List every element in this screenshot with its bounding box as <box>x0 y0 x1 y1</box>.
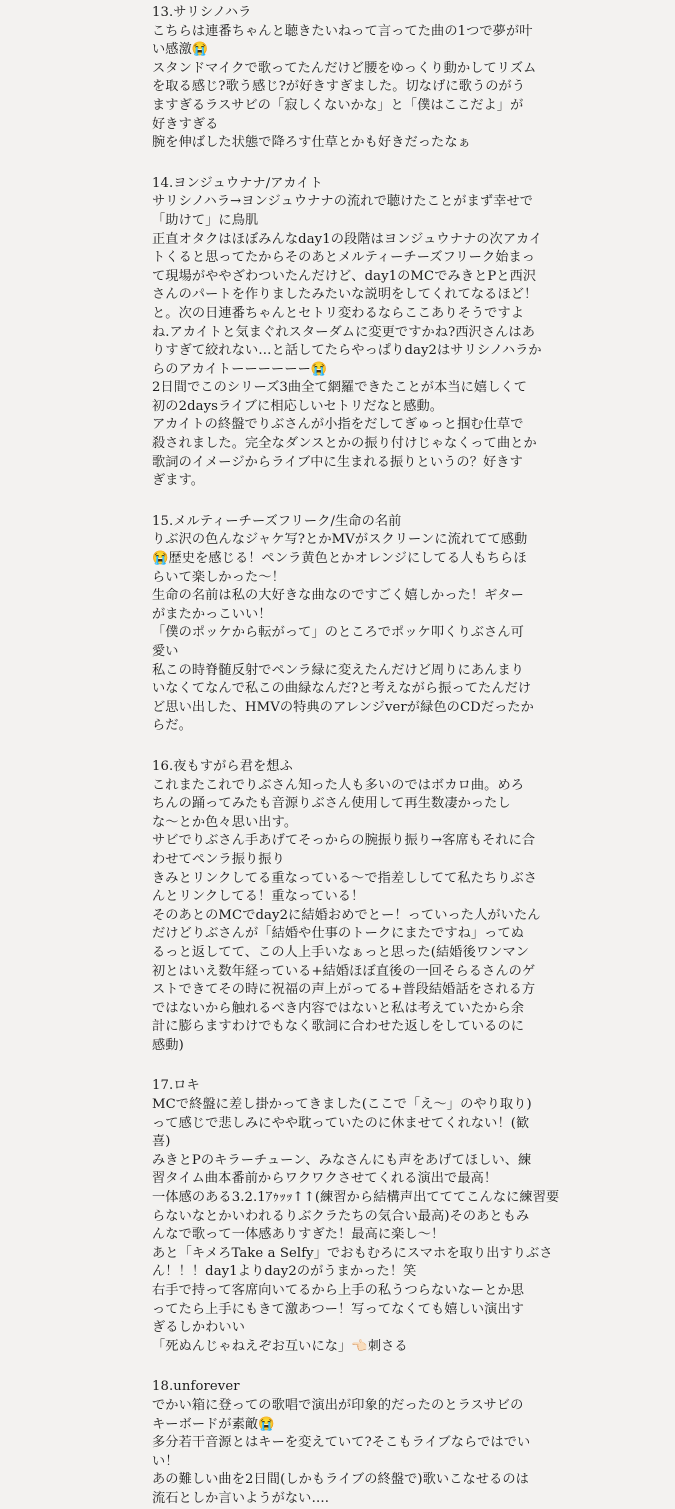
section-heading: 14.ヨンジュウナナ/アカイト <box>152 175 323 191</box>
section-heading: 18.unforever <box>152 1379 240 1395</box>
text-line: 生命の名前は私の大好きな曲なのですごく嬉しかった！ギター <box>152 588 524 604</box>
text-line: いなくてなんで私この曲緑なんだ?と考えながら振ってたんだけ <box>152 681 532 697</box>
text-line: 殺されました。完全なダンスとかの振り付けじゃなくって曲とか <box>152 436 537 452</box>
text-line: 😭歴史を感じる！ペンラ黄色とかオレンジにしてる人もちらほ <box>152 551 527 567</box>
text-line: あと「キメろTake a Selfy」でおもむろにスマホを取り出すりぶさ <box>152 1245 553 1261</box>
section-heading: 15.メルティーチーズフリーク/生命の名前 <box>152 513 402 529</box>
text-line: がまたかっこいい！ <box>152 606 272 622</box>
text-line: MCで終盤に差し掛かってきました(ここで「え〜」のやり取り) <box>152 1097 532 1113</box>
text-line: るっと返してて、この人上手いなぁっと思った(結婚後ワンマン <box>152 944 530 960</box>
text-line: て現場がややざわついたんだけど、day1のMCでみきとPと西沢 <box>152 268 537 284</box>
text-line: キーボードが素敵😭 <box>152 1416 275 1432</box>
text-line: ね.アカイトと気まぐれスターダムに変更ですかね?西沢さんはあ <box>152 324 535 340</box>
text-line: あの難しい曲を2日間(しかもライブの終盤で)歌いこなせるのは <box>152 1472 529 1488</box>
text-line: 感動) <box>152 1037 184 1053</box>
text-line: だけどりぶさんが「結婚や仕事のトークにまたですね」ってぬ <box>152 926 525 942</box>
text-line: 初の2daysライブに相応しいセトリだなと感動。 <box>152 398 444 414</box>
text-line: りぶ沢の色んなジャケ写?とかMVがスクリーンに流れてて感動 <box>152 532 528 548</box>
text-line: 習タイム曲本番前からワクワクさせてくれる演出で最高！ <box>152 1171 498 1187</box>
text-line: ちんの踊ってみたも音源りぶさん使用して再生数凄かったし <box>152 796 511 812</box>
text-line: い感激😭 <box>152 42 209 58</box>
section-heading: 17.ロキ <box>152 1078 200 1094</box>
text-line: 正直オタクはほぼみんなday1の段階はヨンジュウナナの次アカイ <box>152 231 543 247</box>
text-line: ぎます。 <box>152 473 205 489</box>
section-heading: 16.夜もすがら君を想ふ <box>152 758 293 774</box>
text-line: ん！！！day1よりday2のがうまかった！笑 <box>152 1264 417 1280</box>
section-13 <box>152 4 637 153</box>
text-line: んなで歌って一体感ありすぎた！最高に楽し〜！ <box>152 1227 445 1243</box>
text-line: わせてペンラ振り振り <box>152 851 285 867</box>
text-line: サビでりぶさん手あげてそっからの腕振り振り→客席もそれに合 <box>152 833 536 849</box>
section-14 <box>152 175 637 491</box>
text-line: 私この時脊髄反射でペンラ緑に変えたんだけど周りにあんまり <box>152 662 525 678</box>
section-15 <box>152 513 637 736</box>
text-line: らのアカイトーーーーーー😭 <box>152 361 328 377</box>
text-line: な〜とか色々思い出す。 <box>152 814 298 830</box>
text-line: ではないから触れるべき内容ではないと私は考えていたから余 <box>152 1000 525 1016</box>
text-line: 歌詞のイメージからライブ中に生まれる振りというの？好きす <box>152 454 523 470</box>
text-line: 「死ぬんじゃねえぞお互いにな」👈🏻刺さる <box>152 1338 408 1354</box>
text-line: 愛い <box>152 644 179 659</box>
text-line: これまたこれでりぶさん知った人も多いのではボカロ曲。めろ <box>152 777 525 793</box>
text-line: きみとリンクしてる重なっている〜で指差ししてて私たちりぶさ <box>152 870 538 886</box>
text-line: ストできてその時に祝福の声上がってる+普段結婚話をされる方 <box>152 982 536 998</box>
text-line: こちらは連番ちゃんと聴きたいねって言ってた曲の1つで夢が叶 <box>152 23 533 39</box>
text-line: い！ <box>152 1453 179 1469</box>
text-line: と。次の日連番ちゃんとセトリ変わるならここありそうですよ <box>152 305 525 321</box>
text-line: 腕を伸ばした状態で降ろす仕草とかも好きだったなぁ <box>152 135 471 151</box>
text-line: そのあとのMCでday2に結婚おめでとー！っていった人がいたん <box>152 907 541 923</box>
section-18 <box>152 1378 637 1508</box>
section-heading: 13.サリシノハラ <box>152 5 252 20</box>
text-line: ますぎるラスサビの「寂しくないかな」と「僕はここだよ」が <box>152 97 524 113</box>
text-line: アカイトの終盤でりぶさんが小指をだしてぎゅっと掴む仕草で <box>152 417 524 433</box>
text-line: でかい箱に登っての歌唱で演出が印象的だったのとラスサビの <box>152 1397 524 1413</box>
text-line: って感じで悲しみにやや耽っていたのに休ませてくれない！(歓 <box>152 1115 530 1131</box>
text-line: ど思い出した、HMVの特典のアレンジverが緑色のCDだったか <box>152 699 534 715</box>
text-line: スタンドマイクで歌ってたんだけど腰をゆっくり動かしてリズム <box>152 60 537 76</box>
text-line: りすぎて絞れない…と話してたらやっぱりday2はサリシノハラか <box>152 343 542 359</box>
text-line: んとリンクしてる！重なっている！ <box>152 889 365 905</box>
text-line: トくると思ってたからそのあとメルティーチーズフリーク始まっ <box>152 250 536 266</box>
text-line: みきとPのキラーチューン、みなさんにも声をあげてほしい、練 <box>152 1152 532 1168</box>
text-line: 「僕のポッケから転がって」のところでポッケ叩くりぶさん可 <box>152 625 524 641</box>
text-line: 右手で持って客席向いてるから上手の私うつらないなーとか思 <box>152 1283 525 1298</box>
text-line: を取る感じ?歌う感じ?が好きすぎました。切なげに歌うのがう <box>152 79 526 95</box>
text-line: ってたら上手にもきて激あつー！写ってなくても嬉しい演出す <box>152 1301 525 1317</box>
section-16 <box>152 758 637 1056</box>
text-line: 一体感のある3.2.1ｱｩｯｯ↑↑(練習から結構声出てててこんなに練習要 <box>152 1190 560 1206</box>
text-line: らいて楽しかった〜！ <box>152 569 285 585</box>
text-line: らないなとかいわれるりぶクラたちの気合い最高)そのあともみ <box>152 1208 530 1224</box>
text-line: 「助けて」に鳥肌 <box>152 212 259 228</box>
text-line: サリシノハラ→ヨンジュウナナの流れで聴けたことがまず幸せで <box>152 194 534 210</box>
text-line: さんのパートを作りましたみたいな説明をしてくれてなるほど！ <box>152 287 538 303</box>
text-line: 2日間でこのシリーズ3曲全て網羅できたことが本当に嬉しくて <box>152 380 528 396</box>
text-line: 喜) <box>152 1134 171 1150</box>
text-line: 初とはいえ数年経っている+結婚ほぼ直後の一回そらるさんのゲ <box>152 963 536 979</box>
text-line: 好きすぎる <box>152 116 219 132</box>
text-line: らだ。 <box>152 718 192 734</box>
text-line: 計に膨らますわけでもなく歌詞に合わせた返しをしているのに <box>152 1019 525 1035</box>
text-line: 多分若干音源とはキーを変えていて?そこもライブならではでい <box>152 1435 531 1451</box>
section-17 <box>152 1077 637 1356</box>
text-line: ぎるしかわいい <box>152 1320 246 1336</box>
text-line: 流石としか言いようがない…. <box>152 1490 330 1506</box>
